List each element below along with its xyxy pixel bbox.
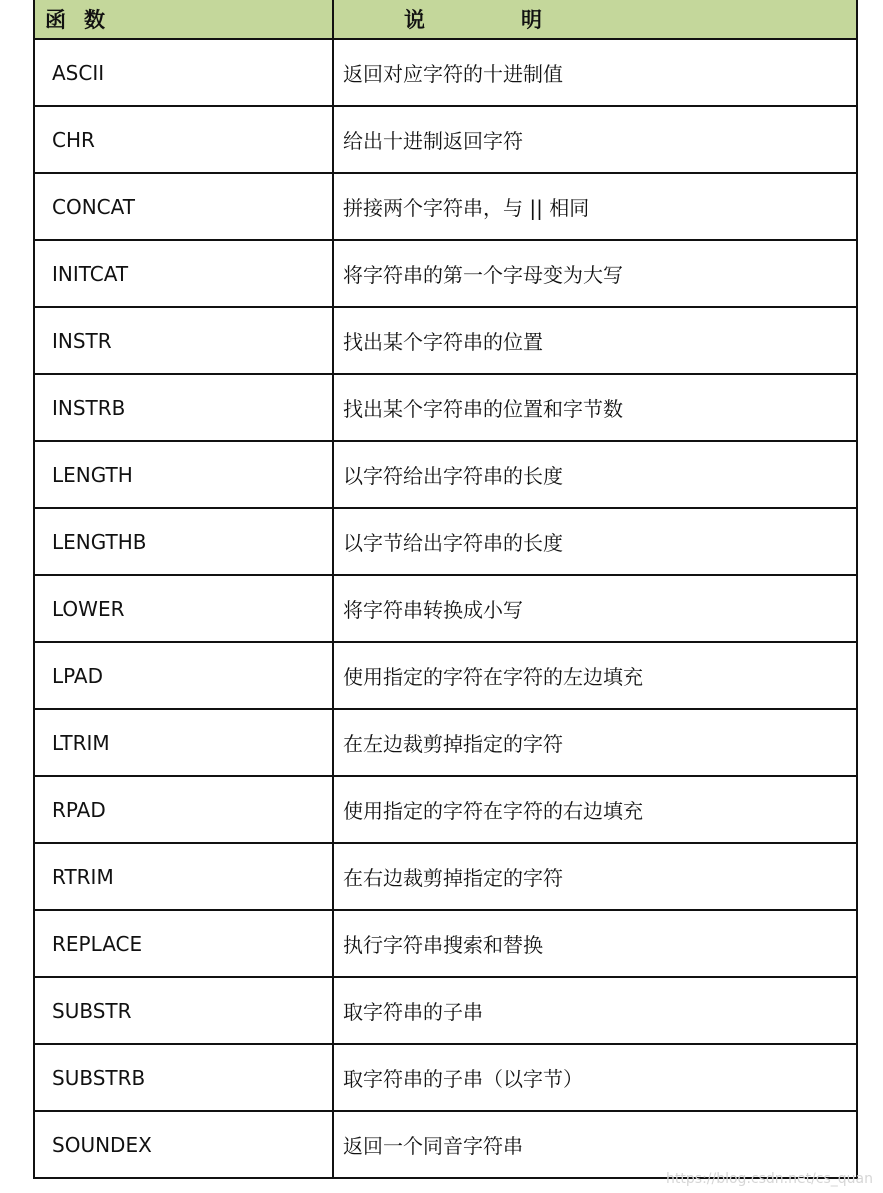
header-function: 函数: [34, 0, 333, 39]
header-description: 说明: [333, 0, 857, 39]
function-description-cell: 取字符串的子串: [333, 977, 857, 1044]
table-row: [34, 1111, 857, 1178]
function-description-cell: 使用指定的字符在字符的右边填充: [333, 776, 857, 843]
function-name-cell: REPLACE: [34, 910, 333, 977]
table-row: [34, 575, 857, 642]
function-name-cell: LOWER: [34, 575, 333, 642]
function-name-cell: INITCAT: [34, 240, 333, 307]
function-description-cell: 将字符串的第一个字母变为大写: [333, 240, 857, 307]
string-functions-table: [33, 0, 858, 1179]
function-name-cell: INSTRB: [34, 374, 333, 441]
table-header-row: [34, 0, 857, 39]
function-description-cell: 给出十进制返回字符: [333, 106, 857, 173]
function-description-cell: 取字符串的子串（以字节）: [333, 1044, 857, 1111]
function-name-cell: LENGTH: [34, 441, 333, 508]
function-name-cell: SUBSTR: [34, 977, 333, 1044]
table-row: [34, 910, 857, 977]
function-name-cell: LTRIM: [34, 709, 333, 776]
string-functions-table-wrapper: [33, 0, 856, 1179]
watermark: https://blog.csdn.net/cs_quan: [666, 1171, 873, 1187]
function-name-cell: LPAD: [34, 642, 333, 709]
function-description-cell: 以字符给出字符串的长度: [333, 441, 857, 508]
table-row: [34, 508, 857, 575]
function-name-cell: LENGTHB: [34, 508, 333, 575]
function-description-cell: 找出某个字符串的位置和字节数: [333, 374, 857, 441]
table-row: [34, 173, 857, 240]
function-description-cell: 找出某个字符串的位置: [333, 307, 857, 374]
table-row: [34, 776, 857, 843]
function-description-cell: 使用指定的字符在字符的左边填充: [333, 642, 857, 709]
function-description-cell: 以字节给出字符串的长度: [333, 508, 857, 575]
function-name-cell: ASCII: [34, 39, 333, 106]
function-description-cell: 将字符串转换成小写: [333, 575, 857, 642]
function-description-cell: 拼接两个字符串，与 || 相同: [333, 173, 857, 240]
table-row: [34, 709, 857, 776]
table-row: [34, 307, 857, 374]
function-description-cell: 在左边裁剪掉指定的字符: [333, 709, 857, 776]
table-row: [34, 374, 857, 441]
table-row: [34, 106, 857, 173]
table-row: [34, 642, 857, 709]
table-row: [34, 843, 857, 910]
function-description-cell: 执行字符串搜索和替换: [333, 910, 857, 977]
function-name-cell: CHR: [34, 106, 333, 173]
function-name-cell: SOUNDEX: [34, 1111, 333, 1178]
function-description-cell: 返回对应字符的十进制值: [333, 39, 857, 106]
function-description-cell: 在右边裁剪掉指定的字符: [333, 843, 857, 910]
function-name-cell: CONCAT: [34, 173, 333, 240]
function-name-cell: SUBSTRB: [34, 1044, 333, 1111]
function-name-cell: INSTR: [34, 307, 333, 374]
function-name-cell: RTRIM: [34, 843, 333, 910]
table-row: [34, 977, 857, 1044]
function-description-cell: 返回一个同音字符串: [333, 1111, 857, 1178]
table-row: [34, 240, 857, 307]
table-row: [34, 441, 857, 508]
function-name-cell: RPAD: [34, 776, 333, 843]
table-row: [34, 39, 857, 106]
table-row: [34, 1044, 857, 1111]
